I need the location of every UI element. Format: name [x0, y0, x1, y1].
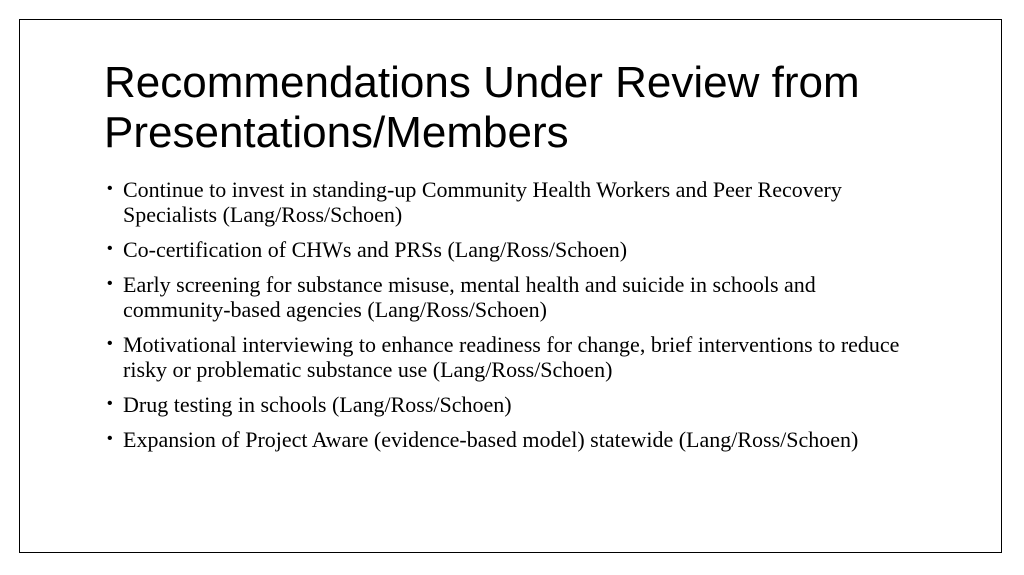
bullet-item: [104, 237, 904, 262]
bullet-text: Expansion of Project Aware (evidence-based model) statewide (Lang/Ross/Schoen): [123, 427, 859, 452]
bullet-list: [104, 177, 904, 462]
bullet-text: Early screening for substance misuse, mental health and suicide in schools and community-based agencies (Lang/Ross/Schoen): [123, 272, 816, 322]
bullet-icon: •: [107, 395, 113, 412]
bullet-icon: •: [107, 180, 113, 197]
slide-title: Recommendations Under Review from Presentations/Members: [104, 58, 860, 157]
bullet-icon: •: [107, 430, 113, 447]
bullet-icon: •: [107, 275, 113, 292]
bullet-text: Motivational interviewing to enhance readiness for change, brief interventions to reduce risky or problematic substance use (Lang/Ross/Schoen): [123, 332, 900, 382]
bullet-item: [104, 272, 904, 322]
bullet-item: [104, 427, 904, 452]
bullet-text: Continue to invest in standing-up Community Health Workers and Peer Recovery Specialists (Lang/Ross/Schoen): [123, 177, 842, 227]
bullet-item: [104, 392, 904, 417]
bullet-item: [104, 177, 904, 227]
bullet-item: [104, 332, 904, 382]
bullet-text: Drug testing in schools (Lang/Ross/Schoen): [123, 392, 512, 417]
bullet-icon: •: [107, 240, 113, 257]
bullet-icon: •: [107, 335, 113, 352]
bullet-text: Co-certification of CHWs and PRSs (Lang/Ross/Schoen): [123, 237, 628, 262]
slide: [19, 19, 1002, 553]
